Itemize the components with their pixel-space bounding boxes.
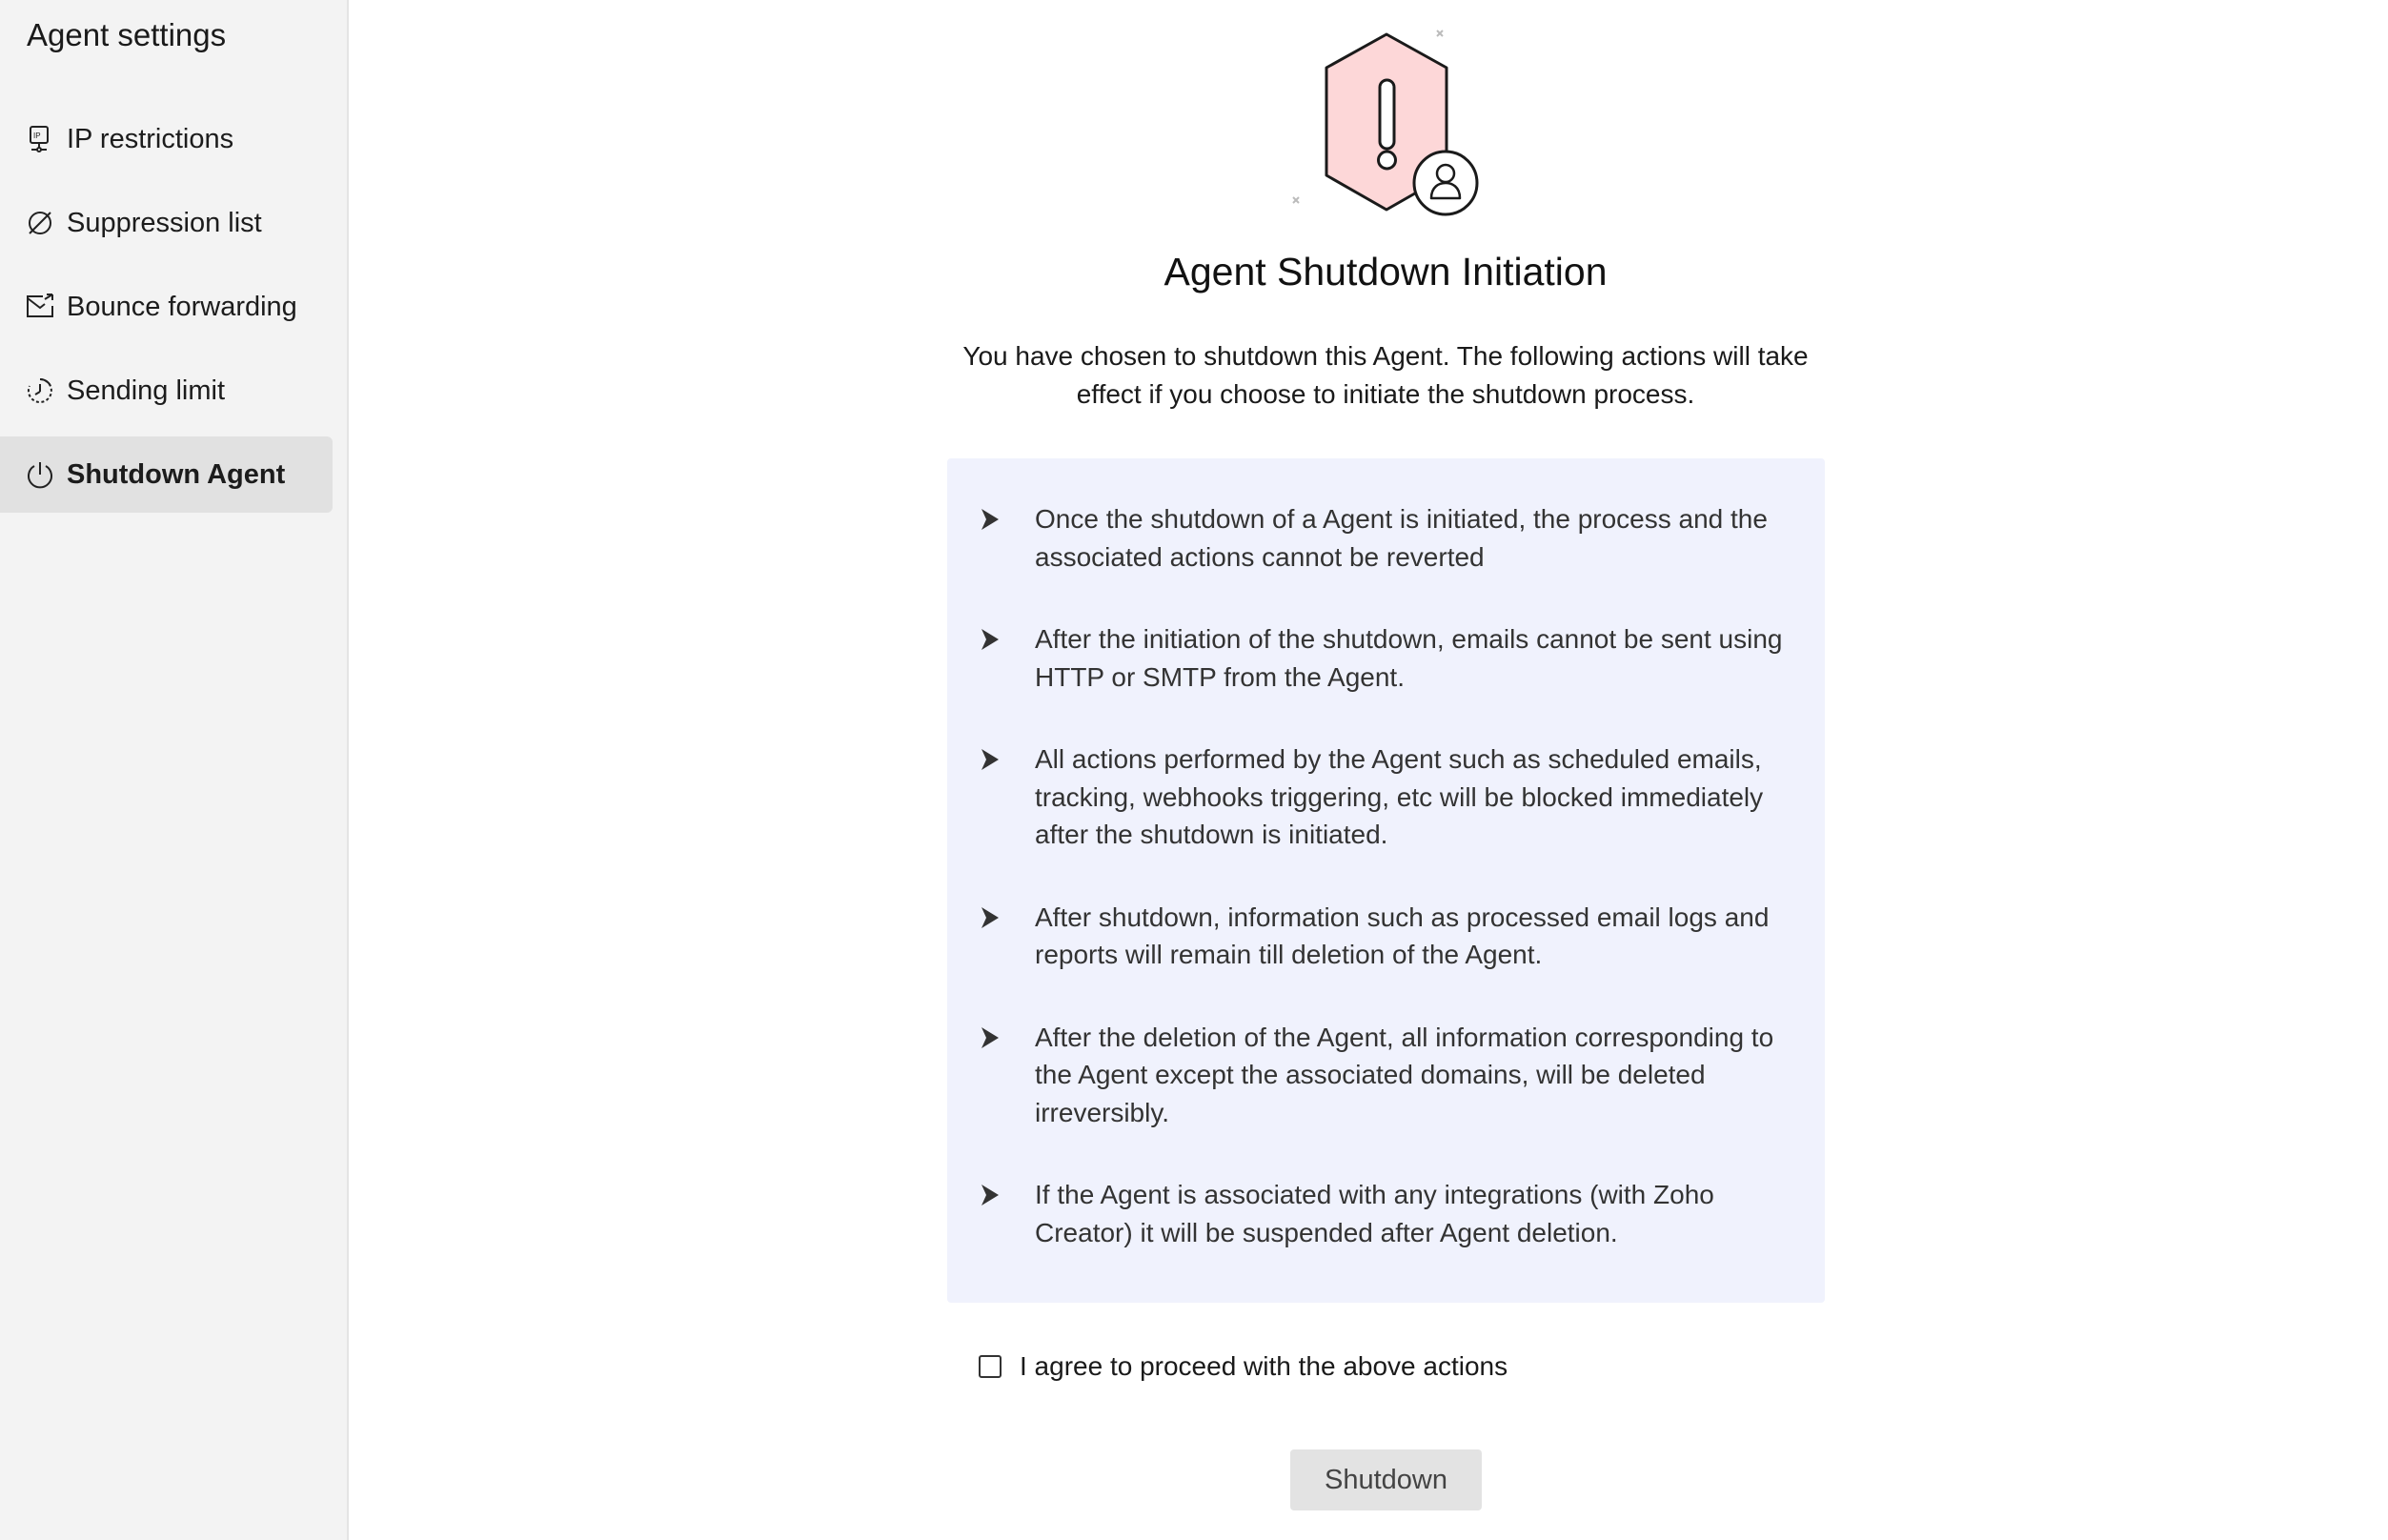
sidebar-item-shutdown-agent[interactable]	[0, 436, 333, 513]
sidebar-item-label: IP restrictions	[67, 123, 234, 154]
triangle-bullet-icon	[980, 1019, 1035, 1057]
page-title: Agent Shutdown Initiation	[1164, 250, 1608, 294]
warning-hexagon-user-icon	[1277, 19, 1496, 219]
agree-label: I agree to proceed with the above actions	[1020, 1351, 1508, 1381]
agree-checkbox[interactable]	[979, 1355, 1002, 1378]
action-text: After the deletion of the Agent, all information corresponding to the Agent except the associated domains, will be deleted irreversibly.	[1035, 1022, 1774, 1127]
actions-list	[947, 458, 1825, 1303]
sending-limit-icon	[23, 374, 57, 408]
action-text: After the initiation of the shutdown, emails cannot be sent using HTTP or SMTP from the Agent.	[1035, 624, 1783, 692]
svg-text:IP: IP	[33, 132, 41, 140]
ip-restriction-icon	[23, 122, 57, 156]
action-text: Once the shutdown of a Agent is initiated, the process and the associated actions cannot be reverted	[1035, 504, 1768, 572]
list-item	[980, 899, 1787, 974]
sidebar-item-label: Suppression list	[67, 207, 262, 238]
triangle-bullet-icon	[980, 899, 1035, 937]
list-item	[980, 620, 1787, 696]
suppression-icon	[23, 206, 57, 240]
power-icon	[23, 457, 57, 492]
list-item	[980, 1176, 1787, 1251]
list-item	[980, 500, 1787, 576]
sidebar-title: Agent settings	[27, 17, 227, 52]
triangle-bullet-icon	[980, 740, 1035, 779]
shutdown-button[interactable]: Shutdown	[1290, 1449, 1482, 1510]
sidebar-item-label: Sending limit	[67, 375, 226, 406]
action-text: After shutdown, information such as processed email logs and reports will remain till deletion of the Agent.	[1035, 902, 1770, 969]
sidebar	[0, 0, 349, 1540]
bounce-forward-icon	[23, 290, 57, 324]
sidebar-item-label: Bounce forwarding	[67, 291, 297, 322]
action-text: All actions performed by the Agent such as scheduled emails, tracking, webhooks triggering, etc will be blocked immediately after the shutdown is initiated.	[1035, 744, 1764, 849]
triangle-bullet-icon	[980, 620, 1035, 659]
sidebar-item-suppression-list[interactable]	[0, 185, 333, 261]
sidebar-item-label: Shutdown Agent	[67, 458, 286, 490]
sidebar-item-ip-restrictions[interactable]	[0, 101, 333, 177]
intro-text: You have chosen to shutdown this Agent. The following actions will take effect if you choose to initiate the shutdown process.	[962, 341, 1809, 409]
list-item	[980, 740, 1787, 854]
sidebar-item-sending-limit[interactable]	[0, 353, 333, 429]
triangle-bullet-icon	[980, 500, 1035, 538]
agree-checkbox-row[interactable]	[979, 1351, 1508, 1382]
action-text: If the Agent is associated with any integrations (with Zoho Creator) it will be suspended after Agent deletion.	[1035, 1180, 1714, 1247]
sidebar-item-bounce-forwarding[interactable]	[0, 269, 333, 345]
triangle-bullet-icon	[980, 1176, 1035, 1214]
list-item	[980, 1019, 1787, 1132]
